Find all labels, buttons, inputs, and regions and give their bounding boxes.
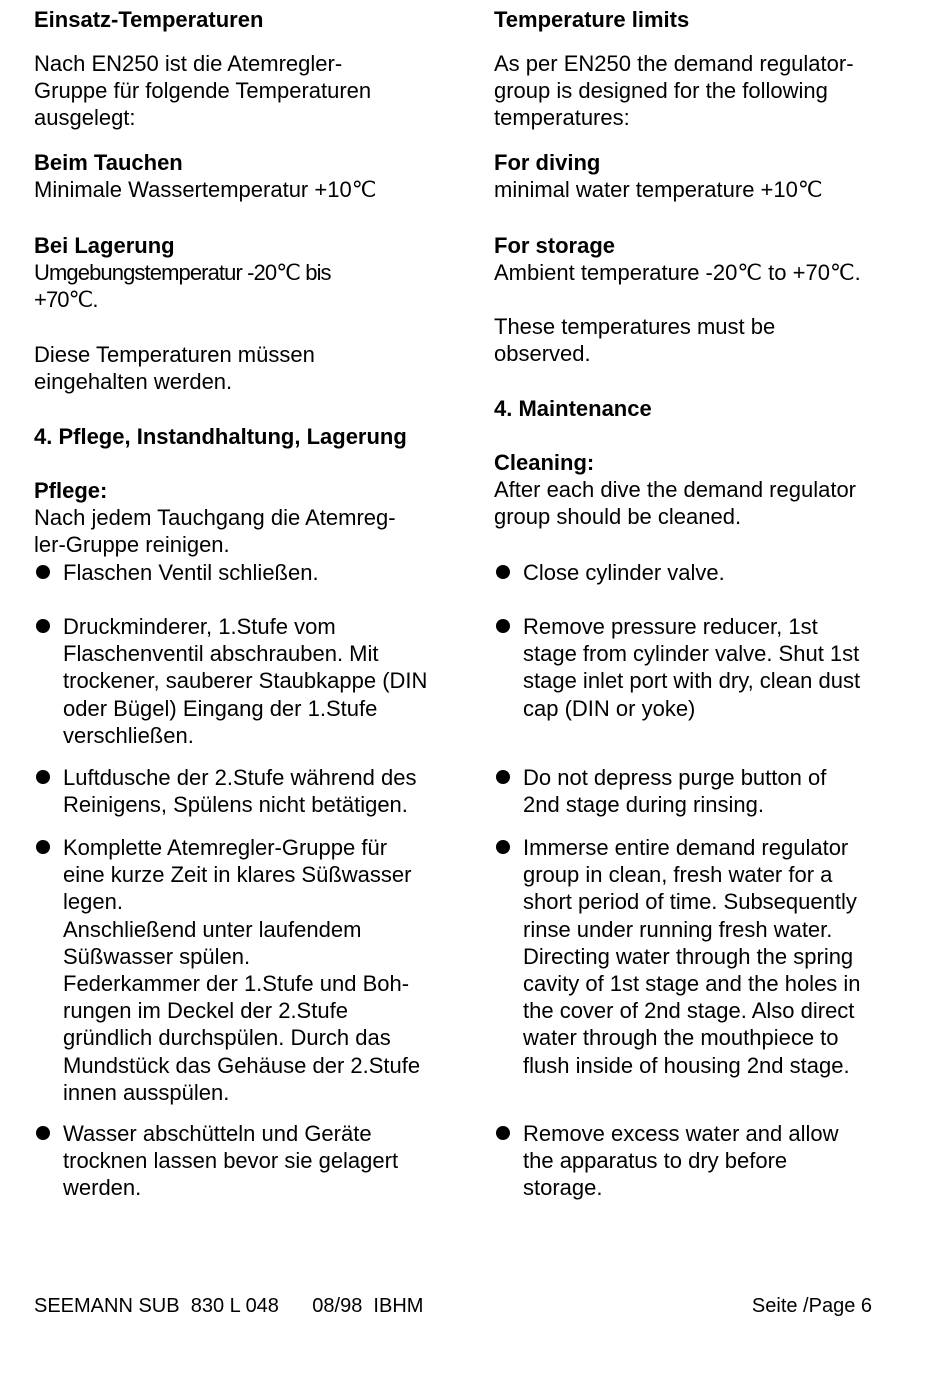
document-code: SEEMANN SUB 830 L 048 08/98 IBHM	[34, 1295, 424, 1317]
bullet-dot-icon	[36, 770, 50, 784]
cleaning-text-en	[494, 476, 914, 530]
bullet-line: Directing water through the spring	[523, 943, 854, 969]
bullet-line: 2nd stage during rinsing.	[523, 792, 764, 818]
bullet-line: rinse under running fresh water.	[523, 916, 833, 942]
cleaning-text-de	[34, 504, 474, 558]
cleaning-line: After each dive the demand regulator	[494, 477, 857, 502]
diving-text-de: Minimale Wassertemperatur +10℃	[34, 177, 377, 202]
bullet-line: Remove pressure reducer, 1st	[523, 614, 818, 639]
bullet-dot-icon	[496, 840, 510, 854]
bullet-line: Federkammer der 1.Stufe und Boh-	[63, 971, 410, 997]
observe-line: eingehalten werden.	[34, 369, 233, 395]
bullet-line: eine kurze Zeit in klares Süßwasser	[63, 862, 412, 888]
bullet-line: Anschließend unter laufendem	[63, 916, 362, 942]
bullet-line: Wasser abschütteln und Geräte	[63, 1121, 372, 1146]
intro-text-en	[494, 50, 914, 132]
bullet-line: werden.	[63, 1175, 142, 1201]
intro-line: Gruppe für folgende Temperaturen	[34, 78, 372, 104]
observe-text-en	[494, 313, 914, 367]
bullet-line: cap (DIN or yoke)	[523, 695, 696, 721]
bullet-line: the apparatus to dry before	[523, 1148, 788, 1174]
diving-title-en: For diving	[494, 150, 601, 175]
bullet-dot-icon	[496, 770, 510, 784]
bullet-line: gründlich durchspülen. Durch das	[63, 1025, 391, 1051]
bullet-line: verschließen.	[63, 722, 194, 748]
storage-title-en: For storage	[494, 233, 616, 258]
intro-line: Nach EN250 ist die Atemregler-	[34, 51, 343, 76]
bullet-line: Druckminderer, 1.Stufe vom	[63, 614, 336, 639]
bullet-line: stage inlet port with dry, clean dust	[523, 668, 861, 694]
cleaning-line: group should be cleaned.	[494, 504, 742, 530]
storage-text-en: Ambient temperature -20℃ to +70℃.	[494, 260, 861, 285]
bullet-dot-icon	[36, 565, 50, 579]
bullet-line: trocknen lassen bevor sie gelagert	[63, 1148, 399, 1174]
observe-line: observed.	[494, 341, 591, 367]
bullet-line: Immerse entire demand regulator	[523, 835, 849, 860]
bullet-line: Komplette Atemregler-Gruppe für	[63, 835, 388, 860]
bullet-line: Do not depress purge button of	[523, 765, 827, 790]
diving-text-en: minimal water temperature +10℃	[494, 177, 823, 202]
storage-title-de: Bei Lagerung	[34, 233, 175, 258]
heading-temperatures-de: Einsatz-Temperaturen	[34, 7, 264, 32]
bullet-dot-icon	[36, 840, 50, 854]
bullet-line: Mundstück das Gehäuse der 2.Stufe	[63, 1052, 421, 1078]
bullet-line: short period of time. Subsequently	[523, 889, 857, 915]
bullet-dot-icon	[36, 1126, 50, 1140]
cleaning-title-en: Cleaning:	[494, 450, 595, 475]
bullet-line: rungen im Deckel der 2.Stufe	[63, 998, 348, 1024]
page-number: Seite /Page 6	[751, 1295, 872, 1317]
bullet-line: Close cylinder valve.	[523, 560, 725, 585]
bullet-line: trockener, sauberer Staubkappe (DIN	[63, 668, 428, 694]
bullet-dot-icon	[36, 619, 50, 633]
page-footer	[34, 1293, 874, 1320]
bullet-line: Reinigens, Spülens nicht betätigen.	[63, 792, 408, 818]
intro-line: group is designed for the following	[494, 78, 828, 104]
storage-text-de	[34, 259, 474, 313]
intro-text-de	[34, 50, 474, 132]
bullet-line: Süßwasser spülen.	[63, 943, 251, 969]
bullet-dot-icon	[496, 1126, 510, 1140]
bullet-line: Luftdusche der 2.Stufe während des	[63, 765, 417, 790]
observe-line: Diese Temperaturen müssen	[34, 342, 315, 367]
bullet-dot-icon	[496, 619, 510, 633]
bullet-dot-icon	[496, 565, 510, 579]
section-title-de: 4. Pflege, Instandhaltung, Lagerung	[34, 424, 407, 449]
bullet-line: Remove excess water and allow	[523, 1121, 839, 1146]
bullet-line: Flaschenventil abschrauben. Mit	[63, 641, 379, 667]
section-title-en: 4. Maintenance	[494, 396, 652, 421]
storage-line: Umgebungstemperatur -20℃ bis	[34, 260, 331, 285]
bullet-line: innen ausspülen.	[63, 1079, 230, 1105]
observe-text-de	[34, 341, 474, 395]
intro-line: As per EN250 the demand regulator-	[494, 51, 854, 76]
cleaning-title-de: Pflege:	[34, 478, 108, 503]
bullet-line: flush inside of housing 2nd stage.	[523, 1052, 850, 1078]
bullet-line: water through the mouthpiece to	[523, 1025, 839, 1051]
intro-line: temperatures:	[494, 105, 630, 131]
intro-line: ausgelegt:	[34, 105, 136, 131]
bullet-line: Flaschen Ventil schließen.	[63, 560, 319, 585]
bullet-line: legen.	[63, 889, 123, 915]
bullet-line: stage from cylinder valve. Shut 1st	[523, 641, 860, 667]
bullet-line: storage.	[523, 1175, 603, 1201]
cleaning-line: Nach jedem Tauchgang die Atemreg-	[34, 505, 396, 530]
bullet-line: cavity of 1st stage and the holes in	[523, 971, 861, 997]
diving-title-de: Beim Tauchen	[34, 150, 183, 175]
heading-temperatures-en: Temperature limits	[494, 7, 690, 32]
cleaning-line: ler-Gruppe reinigen.	[34, 532, 230, 558]
bullet-line: group in clean, fresh water for a	[523, 862, 833, 888]
bullet-line: the cover of 2nd stage. Also direct	[523, 998, 855, 1024]
observe-line: These temperatures must be	[494, 314, 776, 339]
bullet-line: oder Bügel) Eingang der 1.Stufe	[63, 695, 378, 721]
storage-line: +70℃.	[34, 287, 98, 313]
